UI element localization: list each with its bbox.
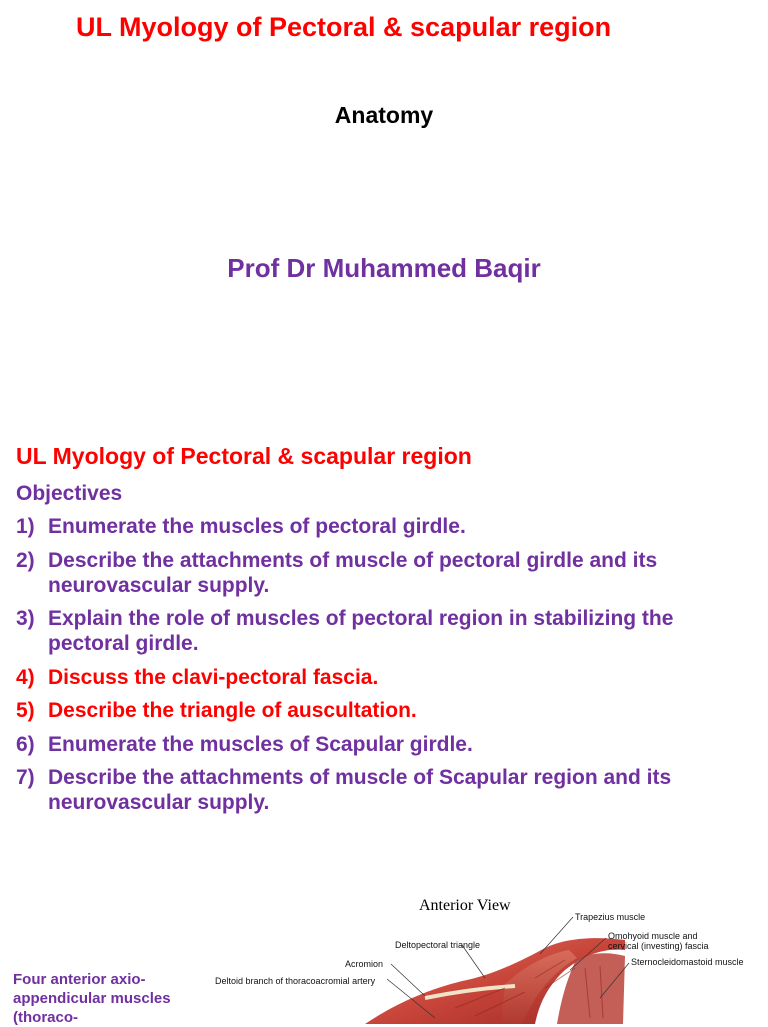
objective-number: 1) <box>16 515 35 538</box>
author-name: Prof Dr Muhammed Baqir <box>227 253 541 283</box>
objective-item <box>16 732 760 757</box>
objectives-list <box>16 514 760 824</box>
label-omohyoid: Omohyoid muscle and <box>608 931 698 941</box>
objectives-heading: Objectives <box>16 482 123 505</box>
label-sternocleidomastoid: Sternocleidomastoid muscle <box>631 957 744 967</box>
objective-text: Enumerate the muscles of pectoral girdle. <box>48 515 466 538</box>
objective-number: 3) <box>16 607 35 630</box>
objective-item <box>16 665 760 690</box>
objective-text: Enumerate the muscles of Scapular girdle. <box>48 732 473 756</box>
anatomy-figure <box>205 888 768 1024</box>
objective-number: 6) <box>16 732 35 756</box>
objective-text: Describe the triangle of auscultation. <box>48 699 417 722</box>
label-cervical-fascia: cervical (investing) fascia <box>608 941 709 951</box>
objectives-slide-title: UL Myology of Pectoral & scapular region <box>16 443 472 469</box>
objective-text: Discuss the clavi-pectoral fascia. <box>48 665 379 689</box>
figure-caption: Four anterior axio-appendicular muscles (thoraco- <box>13 971 171 1026</box>
objective-item <box>16 548 760 598</box>
objective-number: 4) <box>16 665 35 689</box>
slide-title: UL Myology of Pectoral & scapular region <box>76 12 612 42</box>
objective-item <box>16 698 760 723</box>
objective-number: 2) <box>16 548 35 572</box>
label-trapezius: Trapezius muscle <box>575 912 646 922</box>
objective-number: 5) <box>16 699 35 722</box>
objective-text: Describe the attachments of muscle of pectoral girdle and its neurovascular supply. <box>48 548 658 597</box>
objective-text: Describe the attachments of muscle of Scapular region and its neurovascular supply. <box>48 766 672 814</box>
anterior-view-illustration <box>205 888 768 1024</box>
slide-subtitle: Anatomy <box>334 102 434 128</box>
objective-item <box>16 514 760 539</box>
objective-text: Explain the role of muscles of pectoral region in stabilizing the pectoral girdle. <box>48 607 674 655</box>
objective-number: 7) <box>16 766 35 789</box>
label-deltoid-branch: Deltoid branch of thoracoacromial artery <box>215 976 376 986</box>
objective-item <box>16 606 760 656</box>
label-deltopectoral-triangle: Deltopectoral triangle <box>395 940 481 950</box>
label-acromion: Acromion <box>345 959 384 969</box>
objective-item <box>16 765 760 815</box>
figure-view-title: Anterior View <box>419 897 511 914</box>
